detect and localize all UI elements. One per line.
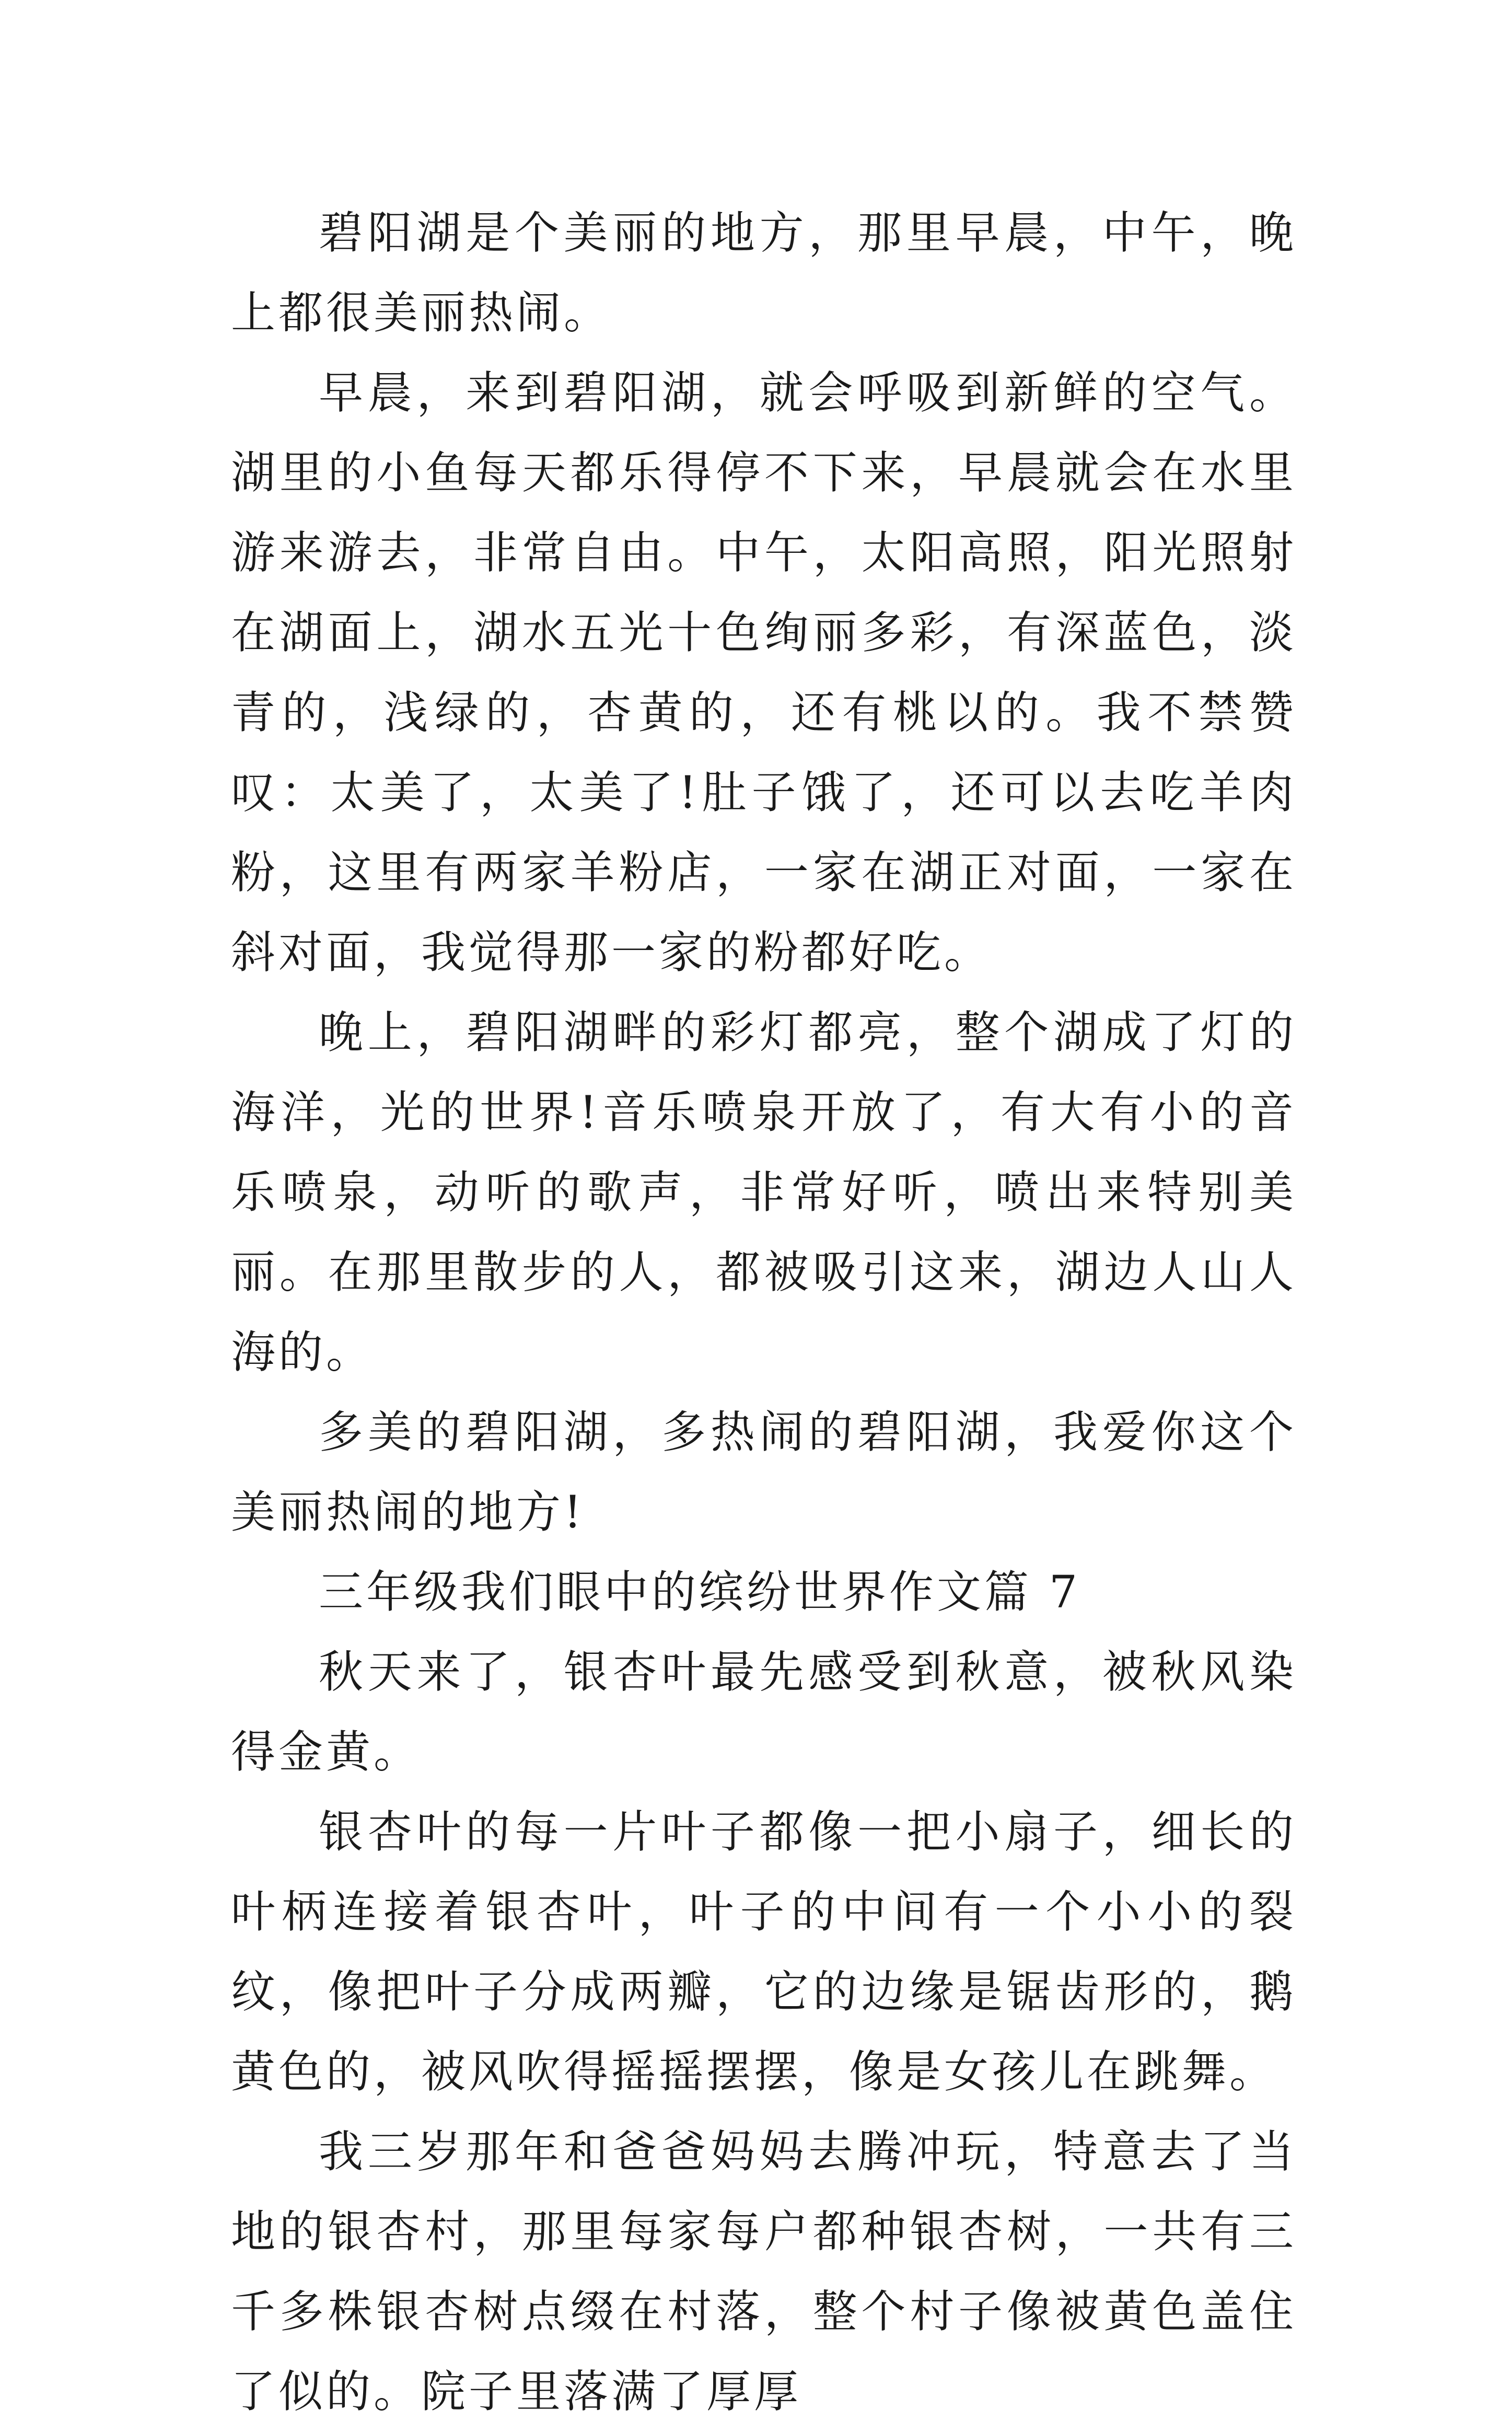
paragraph-morning-noon: 早晨，来到碧阳湖，就会呼吸到新鲜的空气。湖里的小鱼每天都乐得停不下来，早晨就会在水里游来游去，非常自由。中午，太阳高照，阳光照射在湖面上，湖水五光十色绚丽多彩，有深蓝色，淡青的，浅绿的，杏黄的，还有桃以的。我不禁赞叹：太美了，太美了!肚子饿了，还可以去吃羊肉粉，这里有两家羊粉店，一家在湖正对面，一家在斜对面，我觉得那一家的粉都好吃。	[231, 367, 1297, 979]
document-body	[231, 193, 1297, 2432]
paragraph-intro: 碧阳湖是个美丽的地方，那里早晨，中午，晚上都很美丽热闹。	[231, 207, 1297, 339]
paragraph-evening: 晚上，碧阳湖畔的彩灯都亮，整个湖成了灯的海洋，光的世界!音乐喷泉开放了，有大有小的音乐喷泉，动听的歌声，非常好听，喷出来特别美丽。在那里散步的人，都被吸引这来，湖边人山人海的。	[231, 1007, 1297, 1379]
paragraph-closing: 多美的碧阳湖，多热闹的碧阳湖，我爱你这个美丽热闹的地方!	[231, 1407, 1297, 1538]
paragraph-ginkgo-village: 我三岁那年和爸爸妈妈去腾冲玩，特意去了当地的银杏村，那里每家每户都种银杏树，一共有三千多株银杏树点缀在村落，整个村子像被黄色盖住了似的。院子里落满了厚厚	[231, 2126, 1297, 2418]
paragraph-autumn: 秋天来了，银杏叶最先感受到秋意，被秋风染得金黄。	[231, 1647, 1297, 1778]
section-title: 三年级我们眼中的缤纷世界作文篇 7	[319, 1567, 1081, 1618]
paragraph-ginkgo-leaf: 银杏叶的每一片叶子都像一把小扇子，细长的叶柄连接着银杏叶，叶子的中间有一个小小的裂纹，像把叶子分成两瓣，它的边缘是锯齿形的，鹅黄色的，被风吹得摇摇摆摆，像是女孩儿在跳舞。	[231, 1806, 1297, 2098]
